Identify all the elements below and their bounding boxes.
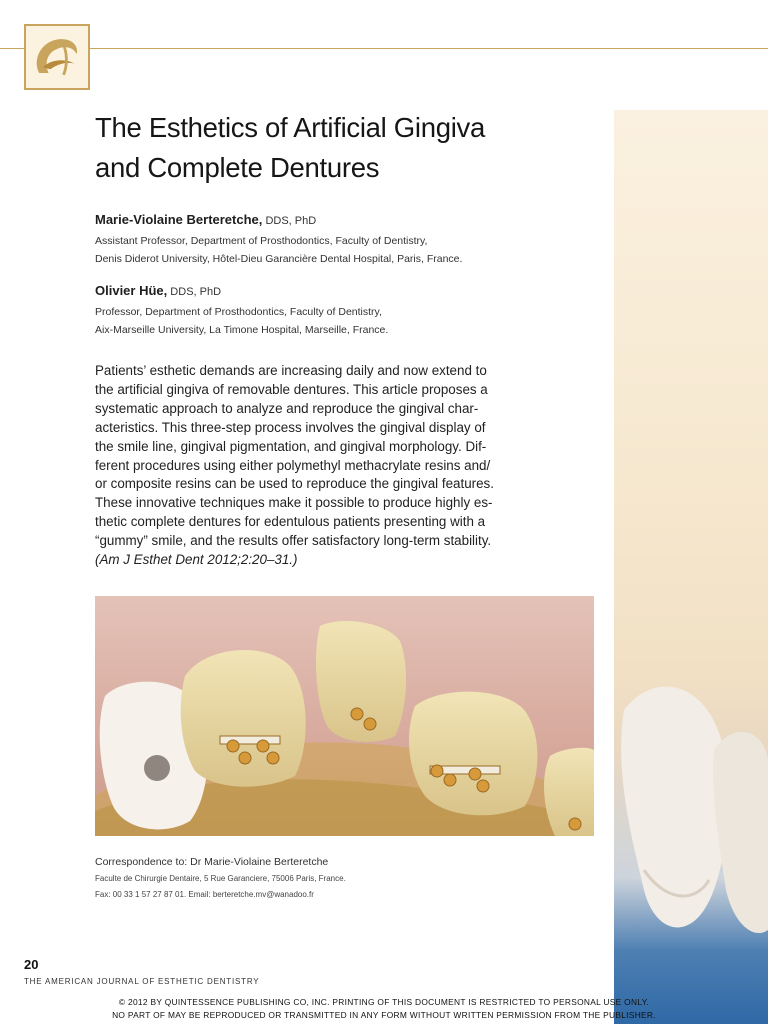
author-block-1 [95, 212, 605, 268]
abstract-citation: (Am J Esthet Dent 2012;2:20–31.) [95, 552, 298, 568]
abstract-line: acteristics. This three-step process involves the gingival display of [95, 419, 486, 435]
abstract-line: thetic complete dentures for edentulous patients presenting with a [95, 514, 486, 530]
abstract-line: “gummy” smile, and the results offer satisfactory long-term stability. [95, 533, 492, 549]
journal-logo-icon [24, 24, 90, 90]
author-name: Marie-Violaine Berteretche, [95, 212, 263, 227]
copyright-line-1: © 2012 BY QUINTESSENCE PUBLISHING CO, INC. PRINTING OF THIS DOCUMENT IS RESTRICTED TO PERSONAL USE ONLY. [118, 997, 650, 1007]
correspondence-address: Faculte de Chirurgie Dentaire, 5 Rue Garanciere, 75006 Paris, France. [95, 874, 346, 883]
cover-side-photo [614, 110, 768, 1024]
author-degree: DDS, PhD [167, 286, 222, 298]
abstract-line: the artificial gingiva of removable dentures. This article proposes a [95, 381, 488, 397]
abstract-line: ferent procedures using either polymethyl methacrylate resins and/ [95, 457, 491, 473]
author-name-line [95, 283, 605, 300]
page-number: 20 [24, 957, 39, 972]
author-name-line [95, 212, 605, 229]
journal-name: THE AMERICAN JOURNAL OF ESTHETIC DENTISTRY [24, 977, 260, 986]
author-name: Olivier Hüe, [95, 283, 168, 298]
abstract-line: These innovative techniques make it possible to produce highly es- [95, 495, 493, 511]
article-title-line-1: The Esthetics of Artificial Gingiva [95, 112, 485, 143]
author-affiliation-line: Professor, Department of Prosthodontics, Faculty of Dentistry, [95, 306, 382, 318]
article-title [95, 108, 605, 188]
abstract-line: the smile line, gingival pigmentation, and gingival morphology. Dif- [95, 438, 487, 454]
author-affiliation-line: Assistant Professor, Department of Prosthodontics, Faculty of Dentistry, [95, 235, 428, 247]
author-block-2 [95, 283, 605, 339]
correspondence-contact: Fax: 00 33 1 57 27 87 01. Email: berteretche.mv@wanadoo.fr [95, 890, 314, 899]
author-degree: DDS, PhD [262, 215, 317, 227]
abstract-line: Patients’ esthetic demands are increasing daily and now extend to [95, 363, 487, 378]
correspondence-block [95, 855, 605, 903]
author-affiliation-line: Denis Diderot University, Hôtel-Dieu Garancière Dental Hospital, Paris, France. [95, 253, 463, 265]
copyright-notice [0, 996, 768, 1022]
article-title-line-2: and Complete Dentures [95, 152, 380, 183]
abstract [95, 362, 597, 570]
abstract-line: or composite resins can be used to reproduce the gingival features. [95, 476, 494, 492]
clinical-photo [95, 596, 594, 836]
correspondence-title: Correspondence to: Dr Marie-Violaine Berteretche [95, 856, 329, 868]
header-rule [0, 48, 768, 49]
author-affiliation-line: Aix-Marseille University, La Timone Hospital, Marseille, France. [95, 324, 389, 336]
abstract-line: systematic approach to analyze and reproduce the gingival char- [95, 400, 479, 416]
copyright-line-2: NO PART OF MAY BE REPRODUCED OR TRANSMITTED IN ANY FORM WITHOUT WRITTEN PERMISSION FROM THE PUBLISHER. [112, 1010, 656, 1020]
